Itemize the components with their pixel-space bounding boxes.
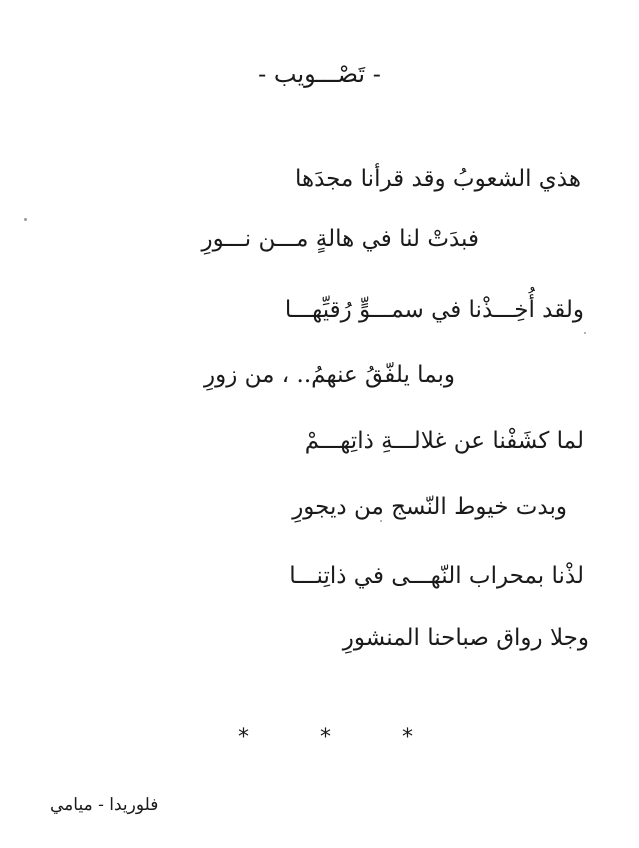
separator-asterisk: * xyxy=(402,725,413,750)
poem-title: - تَصْـــويب - xyxy=(258,60,381,88)
scan-speck xyxy=(584,332,586,334)
verse-line-7: لذْنا بمحراب النّهـــى في ذاتِنـــا xyxy=(289,563,584,589)
scan-speck xyxy=(380,520,382,522)
verse-line-5: لما كشَفْنا عن غلالـــةِ ذاتِهـــمْ xyxy=(304,428,584,454)
verse-line-4: وبما يلفّقُ عنهمُ.. ، من زورِ xyxy=(204,362,455,388)
separator-asterisk: * xyxy=(320,725,331,750)
location-footer: فلوريدا - ميامي xyxy=(50,795,159,815)
verse-line-2: فبدَتْ لنا في هالةٍ مـــن نـــورِ xyxy=(201,226,479,252)
section-separator xyxy=(238,725,413,750)
verse-line-8: وجلا رواق صباحنا المنشورِ xyxy=(342,625,589,651)
scan-speck xyxy=(24,218,27,221)
verse-line-1: هذي الشعوبُ وقد قرأنا مجدَها xyxy=(294,166,581,192)
verse-line-3: ولقد أُخِـــذْنا في سمـــوٍّ رُقيِّهـــا xyxy=(284,297,584,323)
separator-asterisk: * xyxy=(238,725,249,750)
verse-line-6: وبدت خيوط النّسج من ديجورِ xyxy=(292,494,567,520)
